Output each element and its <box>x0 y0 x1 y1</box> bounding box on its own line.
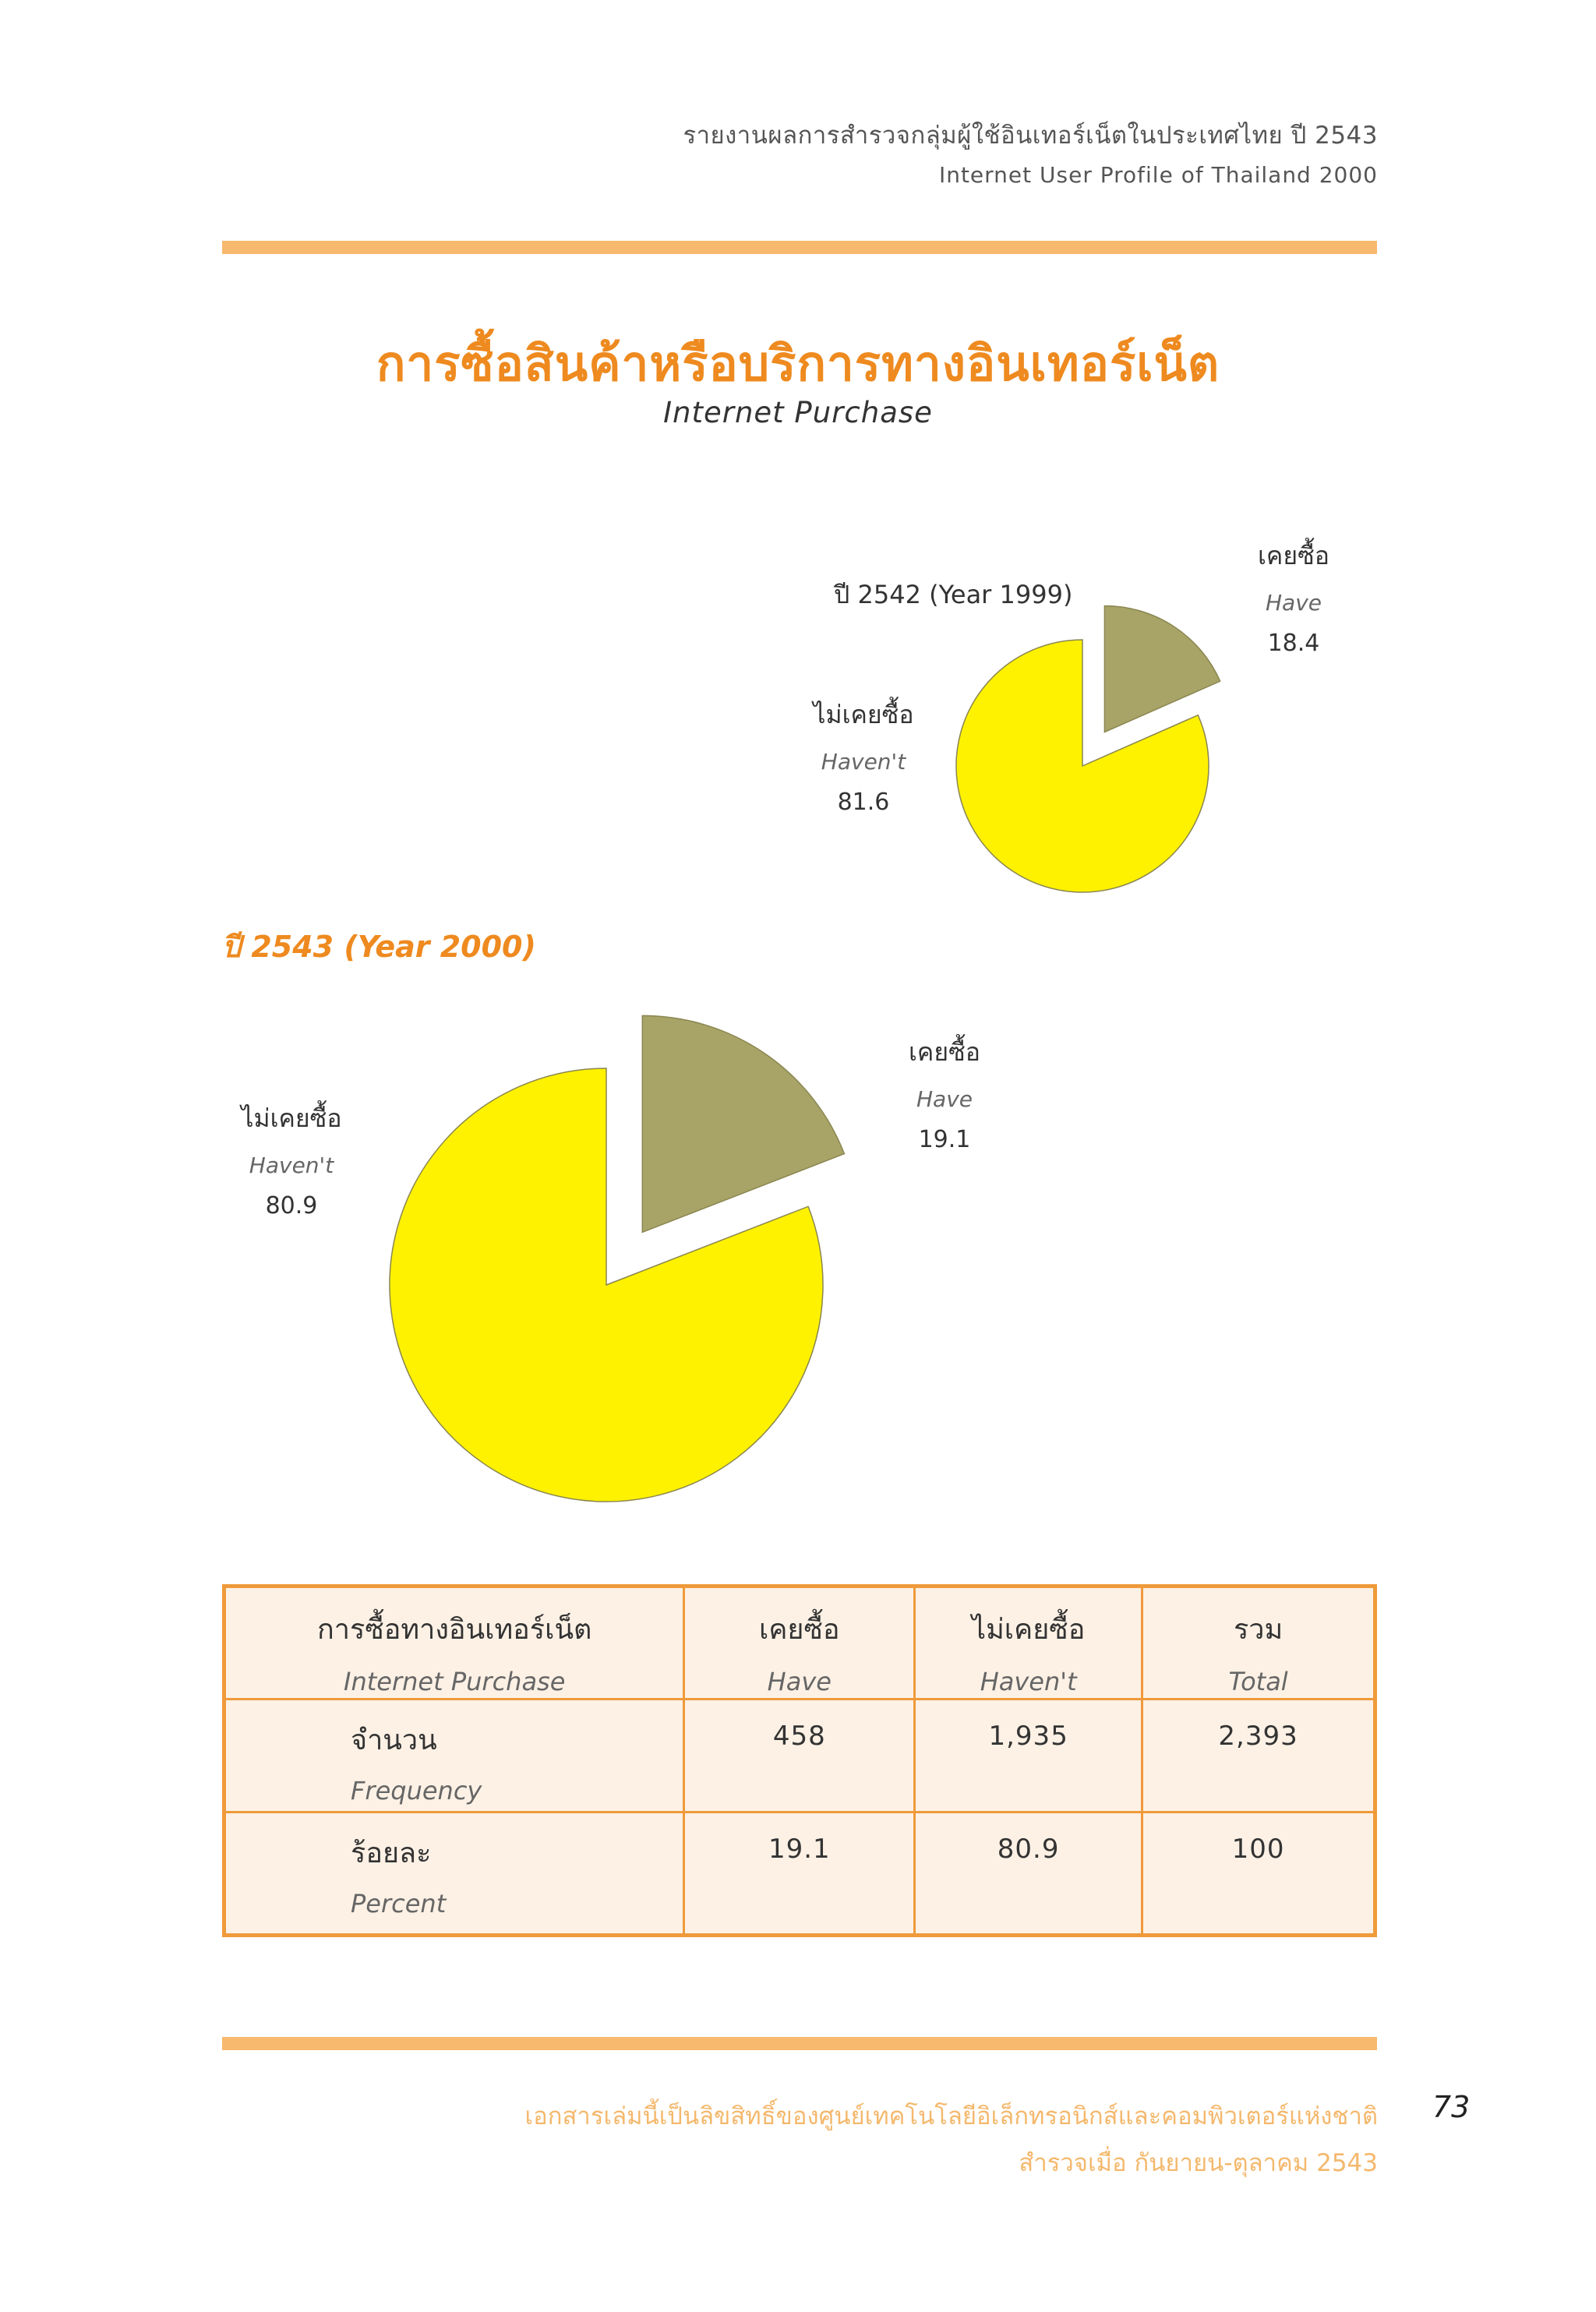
cell-total: 2,393 <box>1142 1700 1375 1813</box>
cell-havent: 1,935 <box>915 1700 1142 1813</box>
header-english: Haven't <box>980 1667 1077 1696</box>
chart-2000-title: ปี 2543 (Year 2000) <box>222 930 536 964</box>
label-havent-english: Haven't <box>821 749 906 775</box>
chart-1999-label-have <box>1200 536 1387 657</box>
table-row-percent <box>224 1813 1375 1936</box>
row-label-english: Percent <box>351 1889 447 1918</box>
label-have-english: Have <box>1265 590 1322 616</box>
header-thai: รวม <box>1233 1614 1284 1646</box>
row-label-thai: จำนวน <box>351 1724 437 1756</box>
footer-survey-date: สำรวจเมื่อ กันยายน-ตุลาคม 2543 <box>1019 2149 1378 2177</box>
slice-have <box>642 1015 844 1232</box>
pie-chart-1999 <box>956 605 1220 892</box>
cell-havent: 80.9 <box>915 1813 1142 1936</box>
pie-chart-2000 <box>390 1015 844 1502</box>
label-havent-thai: ไม่เคยซื้อ <box>813 700 914 729</box>
label-have-value: 19.1 <box>918 1126 971 1153</box>
label-have-value: 18.4 <box>1267 630 1320 657</box>
page-title-thai: การซื้อสินค้าหรือบริการทางอินเทอร์เน็ต <box>376 335 1220 392</box>
row-label-thai: ร้อยละ <box>351 1837 432 1869</box>
cell-have: 19.1 <box>684 1813 915 1936</box>
header-thai: เคยซื้อ <box>759 1614 840 1646</box>
footer-copyright: เอกสารเล่มนี้เป็นลิขสิทธิ์ของศูนย์เทคโนโลยีอิเล็กทรอนิกส์และคอมพิวเตอร์แห่งชาติ <box>524 2102 1378 2130</box>
page-title-english: Internet Purchase <box>663 396 933 429</box>
header-thai: ไม่เคยซื้อ <box>971 1614 1086 1646</box>
header-title-english: Internet User Profile of Thailand 2000 <box>938 162 1378 188</box>
table-row-frequency <box>224 1700 1375 1813</box>
header-purchase <box>224 1587 684 1700</box>
row-label <box>224 1813 684 1936</box>
label-have-thai: เคยซื้อ <box>908 1037 981 1067</box>
header-havent <box>915 1587 1142 1700</box>
chart-1999-title: ปี 2542 (Year 1999) <box>834 580 1073 609</box>
label-havent-value: 80.9 <box>265 1192 318 1220</box>
cell-total: 100 <box>1142 1813 1375 1936</box>
label-have-english: Have <box>916 1086 973 1112</box>
header-total <box>1142 1587 1375 1700</box>
purchase-table <box>222 1584 1377 1937</box>
chart-1999-label-havent <box>770 695 957 816</box>
header-title-thai: รายงานผลการสำรวจกลุ่มผู้ใช้อินเทอร์เน็ตในประเทศไทย ปี 2543 <box>683 122 1378 150</box>
chart-2000-label-have <box>851 1032 1038 1153</box>
bottom-divider <box>222 2037 1377 2050</box>
header-english: Have <box>767 1667 832 1696</box>
row-label-english: Frequency <box>351 1776 482 1805</box>
page-number: 73 <box>1432 2090 1471 2124</box>
label-havent-english: Haven't <box>249 1152 334 1178</box>
cell-have: 458 <box>684 1700 915 1813</box>
label-havent-thai: ไม่เคยซื้อ <box>241 1103 342 1133</box>
row-label <box>224 1700 684 1813</box>
header-english: Total <box>1228 1667 1288 1696</box>
header-thai: การซื้อทางอินเทอร์เน็ต <box>316 1614 592 1646</box>
label-havent-value: 81.6 <box>837 789 890 816</box>
header-english: Internet Purchase <box>344 1667 566 1696</box>
table-header-row <box>224 1587 1375 1700</box>
chart-2000-label-havent <box>198 1099 385 1220</box>
label-have-thai: เคยซื้อ <box>1257 541 1330 570</box>
header-have <box>684 1587 915 1700</box>
